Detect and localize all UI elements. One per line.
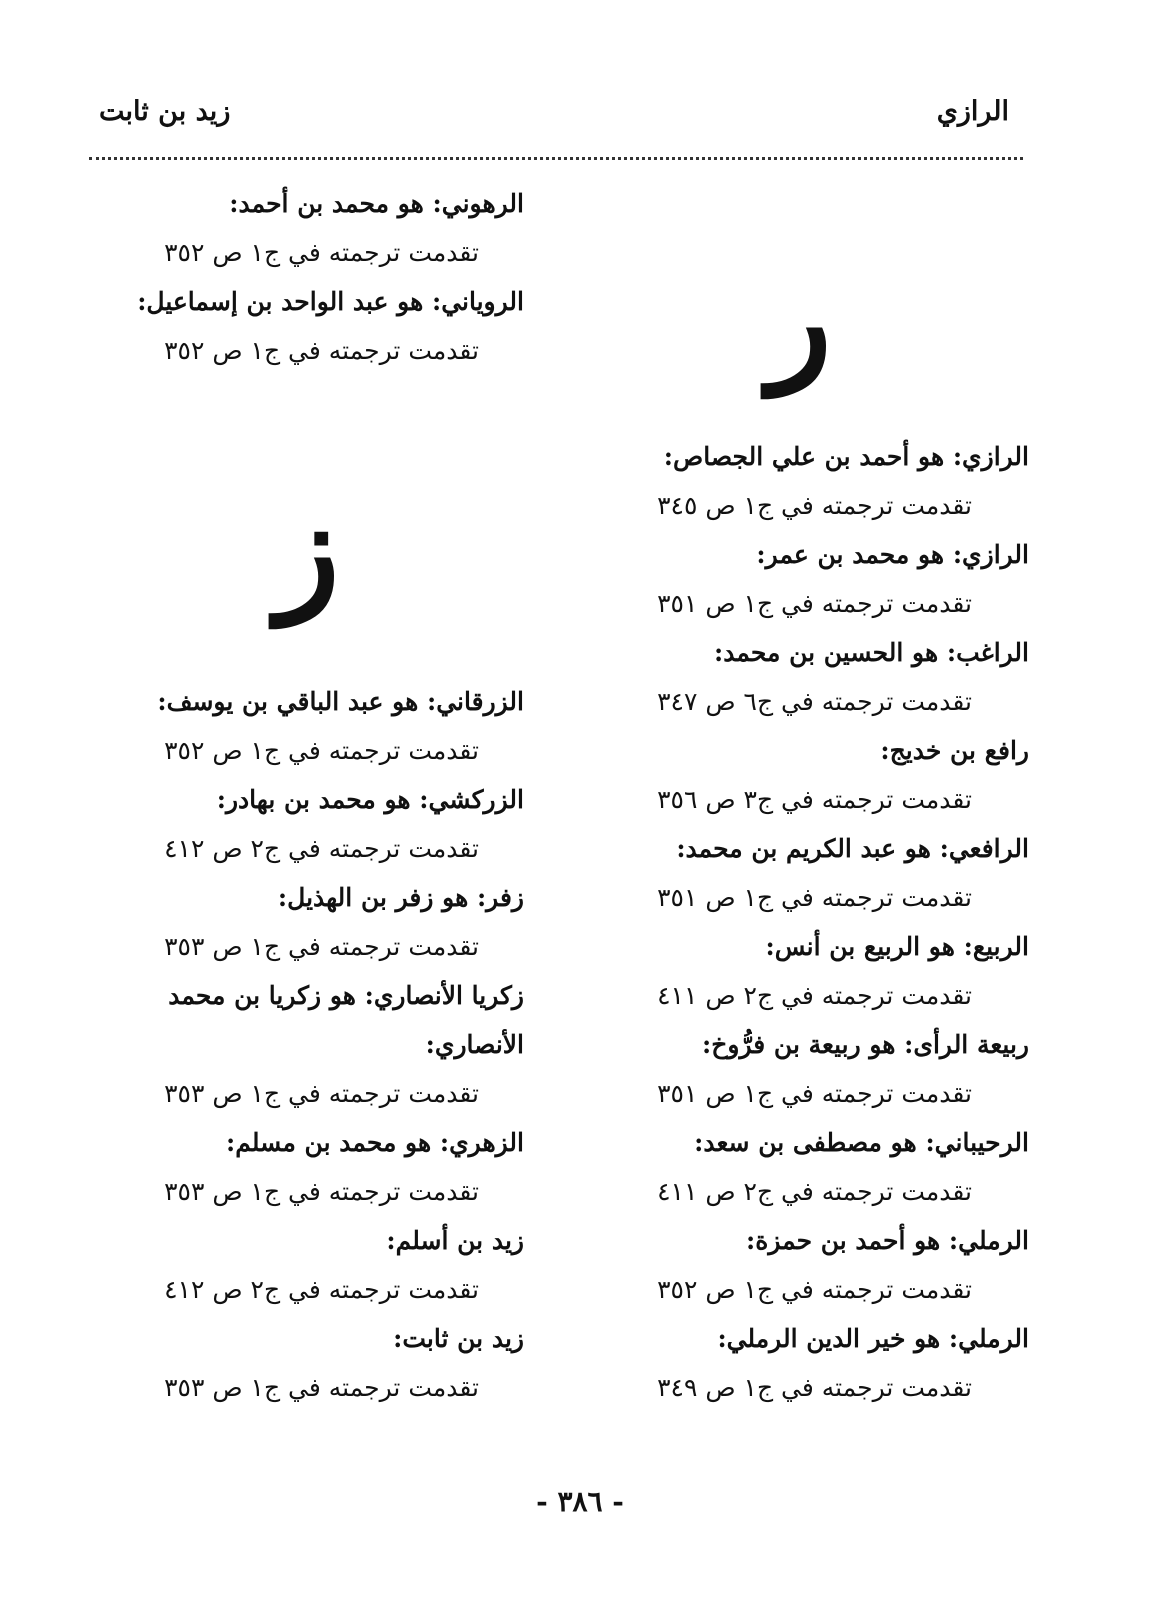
entry-reference: تقدمت ترجمته في ج١ ص ٣٤٥ — [657, 491, 972, 520]
entry-reference: تقدمت ترجمته في ج١ ص ٣٥١ — [657, 883, 972, 912]
entry-reference: تقدمت ترجمته في ج١ ص ٣٥٢ — [657, 1275, 972, 1304]
entry-name: الرملي: هو أحمد بن حمزة: — [746, 1226, 1029, 1255]
entry-name: الرهوني: هو محمد بن أحمد: — [229, 189, 524, 218]
entry-name: الزهري: هو محمد بن مسلم: — [226, 1128, 524, 1157]
entry-name: ربيعة الرأى: هو ربيعة بن فرُّوخ: — [702, 1030, 1029, 1059]
entry-reference: تقدمت ترجمته في ج١ ص ٣٥٣ — [164, 1373, 479, 1402]
entry-reference: تقدمت ترجمته في ج١ ص ٣٥٣ — [164, 1079, 479, 1108]
entry-reference: تقدمت ترجمته في ج١ ص ٣٥٣ — [164, 1177, 479, 1206]
entry-reference: تقدمت ترجمته في ج٢ ص ٤١١ — [657, 1177, 972, 1206]
entry-name: زيد بن ثابت: — [393, 1324, 524, 1353]
entry-name: رافع بن خديج: — [880, 736, 1029, 765]
entry-name-continuation: الأنصاري: — [425, 1030, 524, 1059]
entry-name: زيد بن أسلم: — [386, 1226, 524, 1255]
entry-reference: تقدمت ترجمته في ج١ ص ٣٥٢ — [164, 736, 479, 765]
entry-name: الرازي: هو محمد بن عمر: — [756, 540, 1029, 569]
entry-reference: تقدمت ترجمته في ج٣ ص ٣٥٦ — [657, 785, 972, 814]
entry-name: الزرقاني: هو عبد الباقي بن يوسف: — [157, 687, 524, 716]
page-number: - ٣٨٦ - — [536, 1485, 624, 1518]
running-header-left: زيد بن ثابت — [99, 96, 231, 127]
entry-name: الروياني: هو عبد الواحد بن إسماعيل: — [137, 287, 524, 316]
entry-name: الرحيباني: هو مصطفى بن سعد: — [694, 1128, 1029, 1157]
entry-name: الراغب: هو الحسين بن محمد: — [714, 638, 1029, 667]
entry-name: الزركشي: هو محمد بن بهادر: — [216, 785, 524, 814]
header-dotted-rule — [89, 157, 1023, 160]
entry-name: الرملي: هو خير الدين الرملي: — [717, 1324, 1029, 1353]
entry-reference: تقدمت ترجمته في ج٢ ص ٤١١ — [657, 981, 972, 1010]
entry-reference: تقدمت ترجمته في ج١ ص ٣٥٢ — [164, 238, 479, 267]
entry-reference: تقدمت ترجمته في ج١ ص ٣٥١ — [657, 1079, 972, 1108]
entry-name: زفر: هو زفر بن الهذيل: — [277, 883, 524, 912]
entry-reference: تقدمت ترجمته في ج٢ ص ٤١٢ — [164, 1275, 479, 1304]
entry-reference: تقدمت ترجمته في ج١ ص ٣٥١ — [657, 589, 972, 618]
entry-name: الرافعي: هو عبد الكريم بن محمد: — [676, 834, 1029, 863]
entry-name: زكريا الأنصاري: هو زكريا بن محمد — [168, 981, 524, 1010]
section-letter-zay: ز — [276, 472, 340, 627]
entry-reference: تقدمت ترجمته في ج٦ ص ٣٤٧ — [657, 687, 972, 716]
entry-reference: تقدمت ترجمته في ج٢ ص ٤١٢ — [164, 834, 479, 863]
entry-reference: تقدمت ترجمته في ج١ ص ٣٤٩ — [657, 1373, 972, 1402]
entry-name: الرازي: هو أحمد بن علي الجصاص: — [663, 442, 1029, 471]
entry-reference: تقدمت ترجمته في ج١ ص ٣٥٣ — [164, 932, 479, 961]
entry-reference: تقدمت ترجمته في ج١ ص ٣٥٢ — [164, 336, 479, 365]
section-letter-ra: ر — [768, 242, 832, 397]
entry-name: الربيع: هو الربيع بن أنس: — [765, 932, 1029, 961]
running-header-right: الرازي — [936, 96, 1009, 127]
